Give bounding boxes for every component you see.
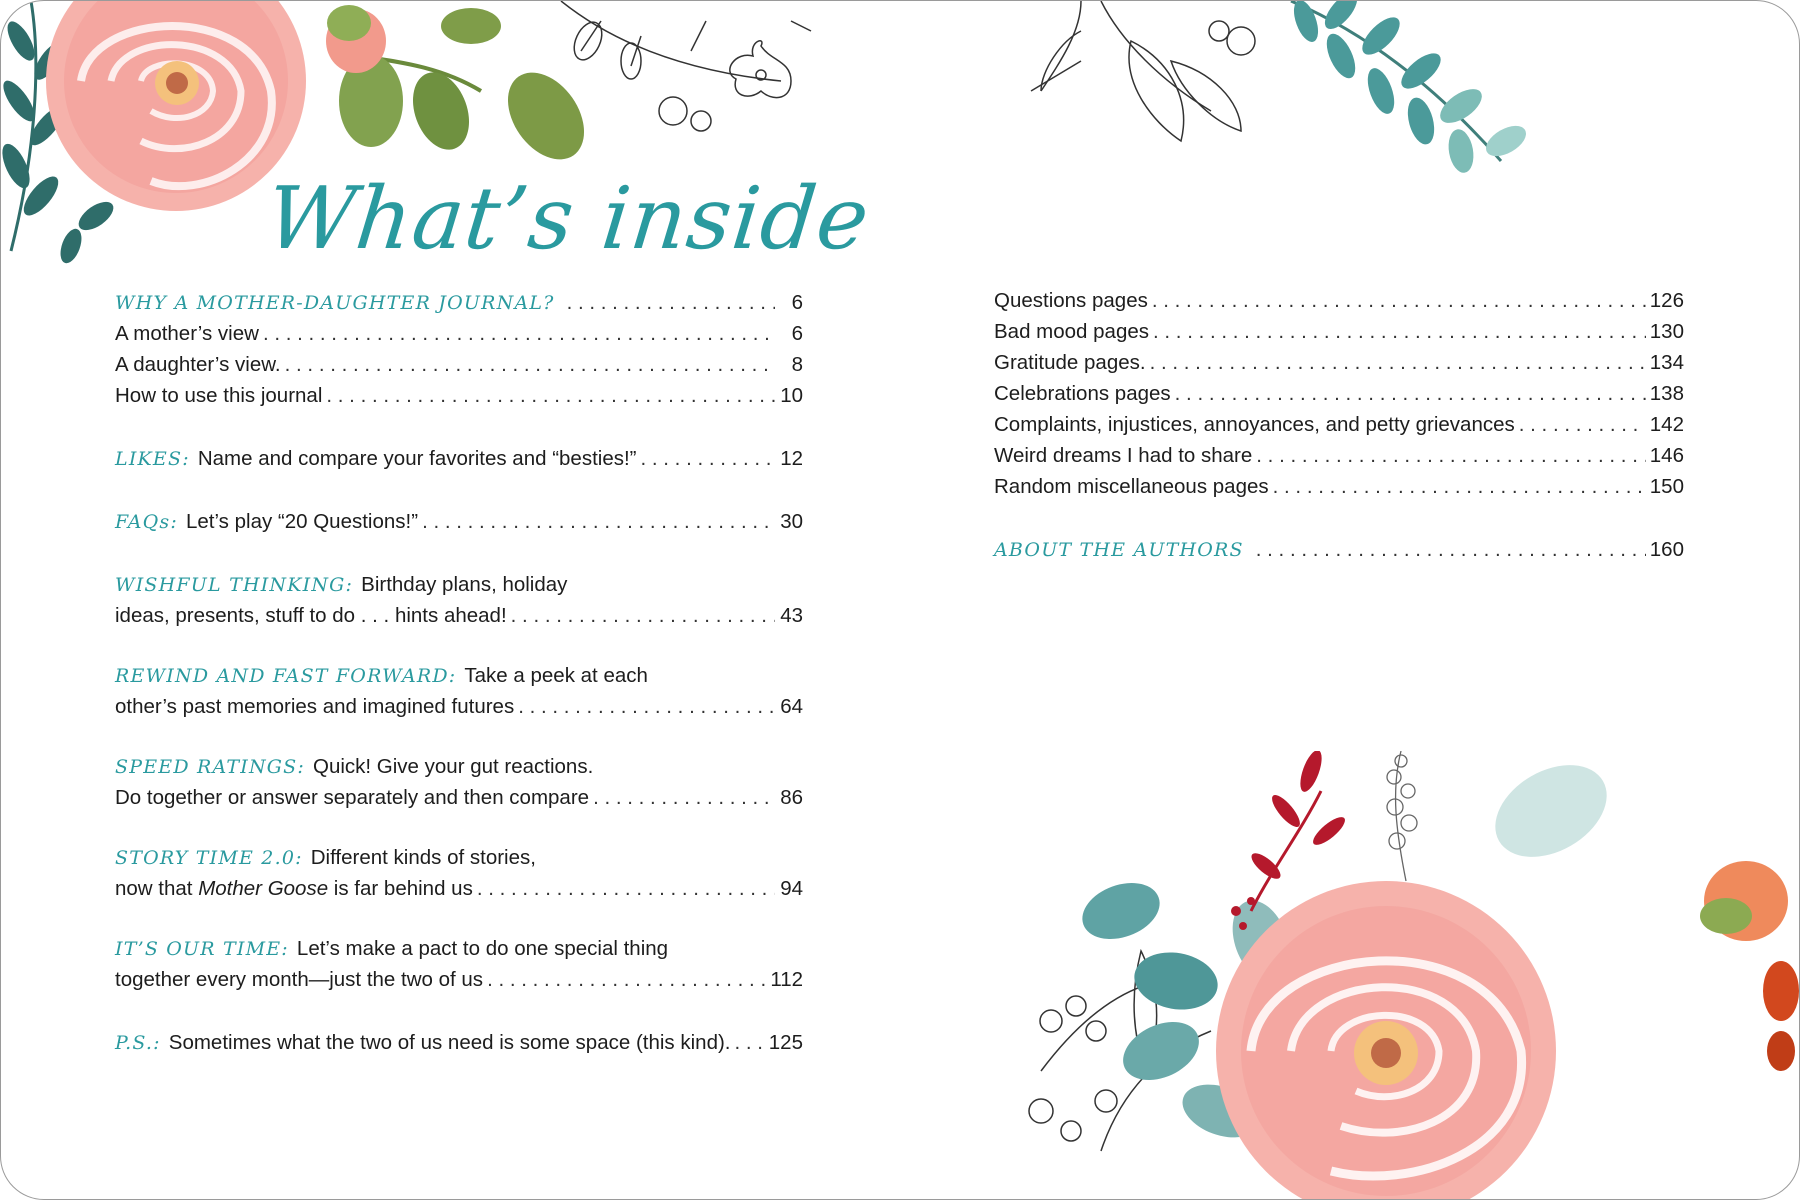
lupine-icon xyxy=(1387,751,1417,881)
toc-subitem[interactable] xyxy=(115,353,803,384)
section-description: Different kinds of stories, xyxy=(310,846,536,869)
dot-leader xyxy=(285,353,775,377)
toc-subitem[interactable] xyxy=(994,289,1684,320)
toc-entry-ps[interactable] xyxy=(115,1031,803,1062)
section-description: Take a peek at each xyxy=(464,664,648,687)
description-text: now that xyxy=(115,877,199,900)
rose-cluster-illustration xyxy=(1011,751,1800,1200)
table-of-contents-left xyxy=(115,291,803,1062)
section-heading: IT’S OUR TIME: xyxy=(115,938,289,960)
page-number: 10 xyxy=(780,384,803,407)
dot-leader xyxy=(1153,320,1646,344)
section-description: ideas, presents, stuff to do . . . hints ahead! xyxy=(115,604,507,627)
page-number: 43 xyxy=(780,604,803,627)
dot-leader xyxy=(422,510,775,534)
page-number: 150 xyxy=(1649,475,1684,498)
book-title-text: Mother Goose xyxy=(198,877,329,900)
page-number: 160 xyxy=(1649,538,1684,561)
toc-subitem[interactable] xyxy=(994,320,1684,351)
dot-leader xyxy=(1150,351,1646,375)
page-number: 142 xyxy=(1649,413,1684,436)
section-description: Birthday plans, holiday xyxy=(361,573,568,596)
toc-subitem-label: Questions pages xyxy=(994,289,1148,312)
dot-leader xyxy=(1152,289,1646,313)
section-description: other’s past memories and imagined futures xyxy=(115,695,515,718)
page-number: 112 xyxy=(770,968,803,991)
line-art-sprig-icon xyxy=(561,1,811,131)
page-number: 30 xyxy=(780,510,803,533)
section-heading: WHY A MOTHER-DAUGHTER JOURNAL? xyxy=(115,292,555,314)
page-number: 86 xyxy=(780,786,803,809)
dot-leader xyxy=(735,1031,765,1055)
toc-subitem[interactable] xyxy=(994,413,1684,444)
toc-entry-speed-ratings[interactable] xyxy=(115,755,803,817)
toc-subitem[interactable] xyxy=(994,382,1684,413)
dot-leader xyxy=(1175,382,1646,406)
toc-subitem[interactable] xyxy=(115,384,803,415)
section-heading: FAQs: xyxy=(115,511,178,533)
dot-leader xyxy=(511,604,775,628)
section-heading: SPEED RATINGS: xyxy=(115,756,305,778)
page-number: 8 xyxy=(791,353,803,376)
leafy-branch-illustration xyxy=(1021,1,1581,201)
toc-entry-wishful-thinking[interactable] xyxy=(115,573,803,635)
dot-leader xyxy=(487,968,766,992)
toc-entry-about-authors[interactable] xyxy=(994,538,1684,569)
toc-subitem-label: Gratitude pages. xyxy=(994,351,1146,374)
page-title: What’s inside xyxy=(261,169,875,269)
section-description: Sometimes what the two of us need is some space (this kind). xyxy=(168,1031,731,1054)
page-number: 138 xyxy=(1649,382,1684,405)
section-heading: P.S.: xyxy=(115,1032,161,1054)
toc-subitem-label: Bad mood pages xyxy=(994,320,1150,343)
toc-subitem[interactable] xyxy=(994,351,1684,382)
section-heading: WISHFUL THINKING: xyxy=(115,574,354,596)
dot-leader xyxy=(641,447,776,471)
table-of-contents-right xyxy=(994,289,1684,569)
dot-leader xyxy=(518,695,775,719)
dot-leader xyxy=(477,877,775,901)
dot-leader xyxy=(1519,413,1646,437)
toc-subitem-label: A daughter’s view. xyxy=(115,353,281,376)
page-number: 146 xyxy=(1649,444,1684,467)
section-description: Let’s make a pact to do one special thing xyxy=(296,937,669,960)
section-heading: LIKES: xyxy=(115,448,190,470)
page-number: 6 xyxy=(791,322,803,345)
toc-subitem-label: Celebrations pages xyxy=(994,382,1171,405)
toc-subitem-label: How to use this journal xyxy=(115,384,323,407)
section-description: Let’s play “20 Questions!” xyxy=(185,510,419,533)
line-art-leaves-icon xyxy=(1031,1,1255,141)
leaves-icon xyxy=(326,5,600,174)
section-heading: ABOUT THE AUTHORS xyxy=(994,539,1244,561)
page-number: 94 xyxy=(780,877,803,900)
section-heading: REWIND AND FAST FORWARD: xyxy=(115,665,457,687)
description-text: is far behind us xyxy=(328,877,473,900)
dot-leader xyxy=(1256,444,1646,468)
page-number: 130 xyxy=(1649,320,1684,343)
teal-leaves-icon xyxy=(1289,1,1531,175)
pale-leaf-icon xyxy=(1479,751,1623,876)
dot-leader xyxy=(1273,475,1646,499)
section-description: Quick! Give your gut reactions. xyxy=(313,755,594,778)
toc-entry-story-time[interactable] xyxy=(115,846,803,908)
dot-leader xyxy=(1256,538,1646,562)
section-description: Do together or answer separately and then compare xyxy=(115,786,590,809)
toc-subitem-label: Weird dreams I had to share xyxy=(994,444,1253,467)
toc-entry-intro[interactable] xyxy=(115,291,803,415)
orange-bud-icon xyxy=(1700,861,1799,1071)
page-number: 12 xyxy=(780,447,803,470)
toc-entry-our-time[interactable] xyxy=(115,937,803,999)
section-description: together every month—just the two of us xyxy=(115,968,484,991)
toc-subitem[interactable] xyxy=(994,444,1684,475)
toc-entry-faqs[interactable] xyxy=(115,510,803,541)
section-description xyxy=(115,877,473,901)
page-number: 126 xyxy=(1649,289,1684,312)
rose-icon xyxy=(46,1,306,211)
page-number: 6 xyxy=(791,291,803,314)
dot-leader xyxy=(567,291,775,315)
toc-subitem-label: A mother’s view xyxy=(115,322,259,345)
section-heading: STORY TIME 2.0: xyxy=(115,847,303,869)
toc-entry-likes[interactable] xyxy=(115,447,803,478)
section-description: Name and compare your favorites and “besties!” xyxy=(197,447,637,470)
toc-subitem-label: Random miscellaneous pages xyxy=(994,475,1269,498)
dot-leader xyxy=(263,322,775,346)
page-number: 64 xyxy=(780,695,803,718)
page-number: 134 xyxy=(1649,351,1684,374)
toc-subitem[interactable] xyxy=(115,322,803,353)
page-number: 125 xyxy=(768,1031,803,1054)
toc-entry-rewind[interactable] xyxy=(115,664,803,726)
toc-subitem[interactable] xyxy=(994,475,1684,506)
dot-leader xyxy=(326,384,775,408)
toc-subitem-label: Complaints, injustices, annoyances, and petty grievances xyxy=(994,413,1515,436)
dot-leader xyxy=(593,786,775,810)
